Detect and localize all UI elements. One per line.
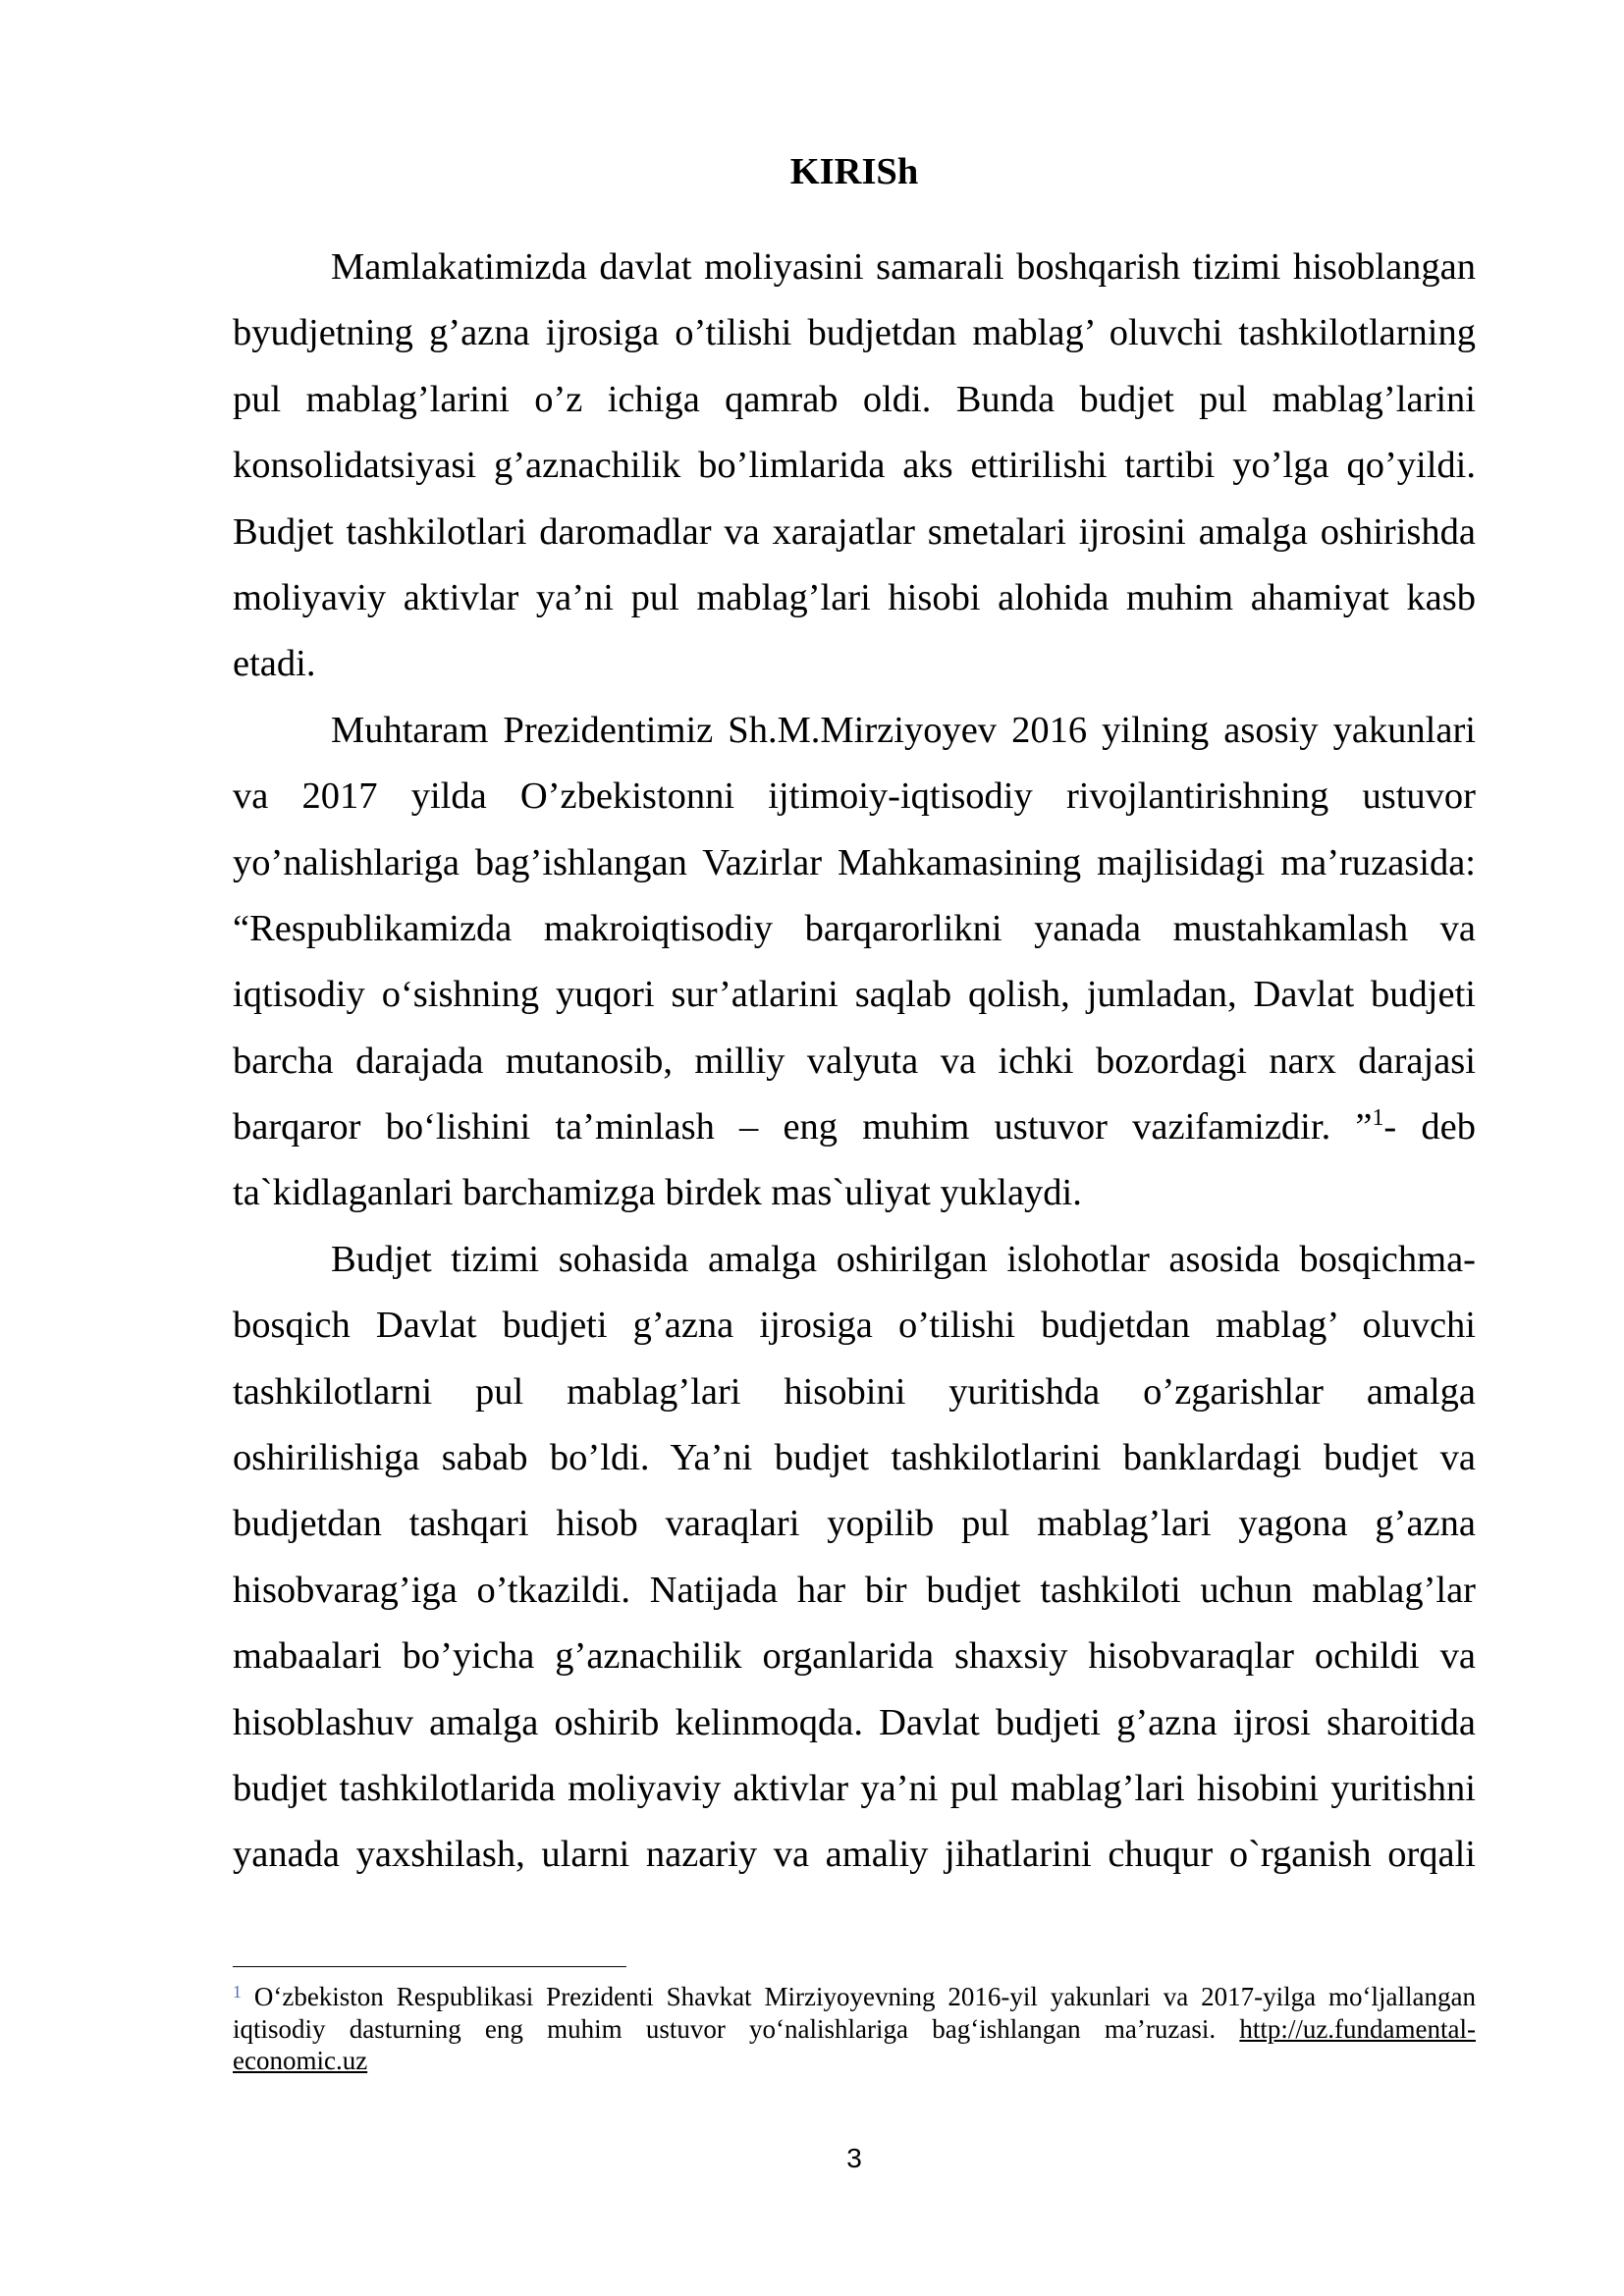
text-line: Budjet tashkilotlari daromadlar va xarajatlar smetalari ijrosini amalga oshirishda — [233, 510, 1476, 553]
text-line: barcha darajada mutanosib, milliy valyuta va ichki bozordagi narx darajasi — [233, 1040, 1476, 1082]
text-line: tashkilotlarni pul mablag’lari hisobini yuritishda o’zgarishlar amalga — [233, 1370, 1476, 1413]
text-line: etadi. — [233, 643, 316, 685]
footnote-separator — [233, 1966, 626, 1967]
text-line: budjet tashkilotlarida moliyaviy aktivlar ya’ni pul mablag’lari hisobini yuritishni — [233, 1767, 1476, 1809]
footnote-marker: 1 — [233, 1981, 242, 2002]
text-line: moliyaviy aktivlar ya’ni pul mablag’lari hisobi alohida muhim ahamiyat kasb — [233, 576, 1476, 618]
paragraph — [233, 1227, 1476, 1889]
footnote-text: iqtisodiy dasturning eng muhim ustuvor yo‘nalishlariga bag‘ishlangan ma’ruzasi. — [233, 2013, 1217, 2044]
section-title: KIRISh — [789, 151, 919, 192]
text-line: bosqich Davlat budjeti g’azna ijrosiga o’tilishi budjetdan mablag’ oluvchi — [233, 1305, 1476, 1347]
text-line: “Respublikamizda makroiqtisodiy barqarorlikni yanada mustahkamlash va — [233, 907, 1476, 949]
text-line: budjetdan tashqari hisob varaqlari yopilib pul mablag’lari yagona g’azna — [233, 1503, 1476, 1545]
text-line: ta`kidlaganlari barchamizga birdek mas`uliyat yuklaydi. — [233, 1172, 1082, 1214]
footnote — [233, 1981, 1476, 2077]
text-line: yo’nalishlariga bag’ishlangan Vazirlar Mahkamasining majlisidagi ma’ruzasida: — [233, 841, 1476, 883]
footnote-line — [233, 2013, 1476, 2046]
paragraph — [233, 235, 1476, 698]
paragraph — [233, 698, 1476, 1227]
text-line: hisobvarag’iga o’tkazildi. Natijada har bir budjet tashkiloti uchun mablag’lar — [233, 1569, 1476, 1611]
text-line: mabaalari bo’yicha g’aznachilik organlarida shaxsiy hisobvaraqlar ochildi va — [233, 1635, 1476, 1678]
text-line: oshirilishiga sabab bo’ldi. Ya’ni budjet tashkilotlarini banklardagi budjet va — [233, 1437, 1476, 1479]
footnote-link[interactable]: http://uz.fundamental- — [1239, 2013, 1476, 2044]
text-line: iqtisodiy o‘sishning yuqori sur’atlarini saqlab qolish, jumladan, Davlat budjeti — [233, 974, 1476, 1016]
text-line: va 2017 yilda O’zbekistonni ijtimoiy-iqtisodiy rivojlantirishning ustuvor — [233, 775, 1476, 818]
footnote-line — [233, 2045, 1476, 2077]
footnote-link-continued[interactable]: economic.uz — [233, 2046, 368, 2075]
main-text — [233, 139, 1476, 1889]
footnote-line — [233, 1981, 1476, 2013]
text-line: byudjetning g’azna ijrosiga o’tilishi budjetdan mablag’ oluvchi tashkilotlarning — [233, 312, 1476, 354]
text-line: pul mablag’larini o’z ichiga qamrab oldi. Bunda budjet pul mablag’larini — [233, 378, 1476, 420]
quote-end-text: barqaror bo‘lishini ta’minlash – eng muhim ustuvor vazifamizdir. ” — [233, 1106, 1373, 1148]
page-number: 3 — [846, 2143, 862, 2173]
text-line: Budjet tizimi sohasida amalga oshirilgan islohotlar asosida bosqichma- — [331, 1238, 1476, 1280]
text-line: Mamlakatimizda davlat moliyasini samarali boshqarish tizimi hisoblangan — [331, 245, 1476, 288]
footnote-text: O‘zbekiston Respublikasi Prezidenti Shavkat Mirziyoyevning 2016-yil yakunlari va 2017-yilga mo‘ljallangan — [253, 1982, 1476, 2011]
text-line: konsolidatsiyasi g’aznachilik bo’limlarida aks ettirilishi tartibi yo’lga qo’yildi. — [233, 445, 1476, 487]
quote-after-text: - deb — [1383, 1106, 1476, 1148]
text-line: yanada yaxshilash, ularni nazariy va amaliy jihatlarini chuqur o`rganish orqali — [233, 1834, 1476, 1876]
text-line: hisoblashuv amalga oshirib kelinmoqda. Davlat budjeti g’azna ijrosi sharoitida — [233, 1701, 1476, 1743]
text-line: Muhtaram Prezidentimiz Sh.M.Mirziyoyev 2016 yilning asosiy yakunlari — [331, 709, 1476, 751]
footnote-reference: 1 — [1372, 1104, 1384, 1131]
text-line-with-footnote-ref — [233, 1095, 1476, 1160]
